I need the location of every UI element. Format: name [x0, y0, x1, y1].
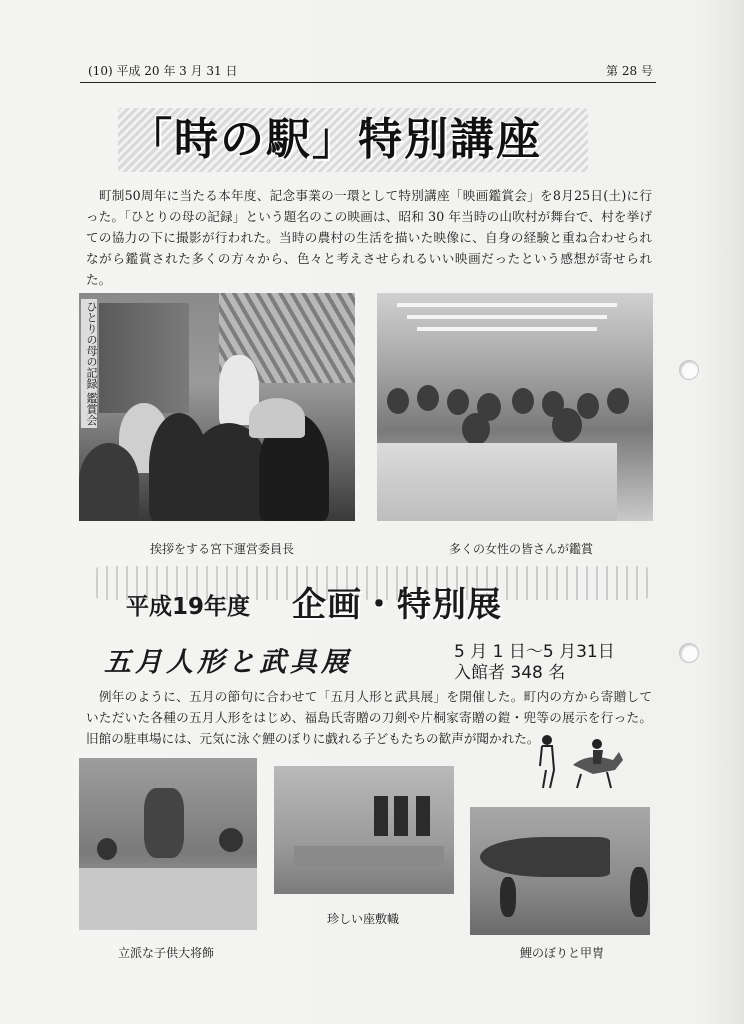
photo-audience: [377, 293, 653, 521]
exhibit-year: 平成19年度: [126, 594, 251, 620]
article-paragraph: 例年のように、五月の節句に合わせて「五月人形と武具展」を開催した。町内の方から寄贈していただいた各種の五月人形をはじめ、福島氏寄贈の刀剣や片桐家寄贈の鎧・兜等の展示を行った。旧館の駐車場には、元気に泳ぐ鯉のぼりに戯れる子どもたちの歓声が聞かれた。: [86, 689, 652, 746]
samurai-illustration-icon: [533, 730, 631, 790]
photo-caption: 挨拶をする宮下運営委員長: [150, 542, 295, 556]
photo-caption: 多くの女性の皆さんが鑑賞: [449, 542, 594, 556]
issue-date: (10) 平成 20 年 3 月 31 日: [88, 64, 238, 78]
article-paragraph: 町制50周年に当たる本年度、記念事業の一環として特別講座「映画鑑賞会」を8月25日(土)に行った。「ひとりの母の記録」という題名のこの映画は、昭和 30 年当時の山吹村が舞台で、村を挙げての協力の下に撮影が行われた。当時の農村の生活を描いた映像に、自身の経験と重ね合わせられながら鑑賞された多くの方々から、色々と考えさせられるいい映画だったという感想が寄せられた。: [86, 188, 652, 287]
photo-doll-display: [79, 758, 257, 930]
section-title: 「時の駅」特別講座: [128, 114, 542, 165]
visitor-count: 入館者 348 名: [454, 663, 566, 683]
photo-caption: 立派な子供大将飾: [118, 946, 215, 960]
punch-hole-icon: [679, 360, 699, 380]
issue-number: 第 28 号: [606, 64, 653, 78]
photo-speech: [79, 293, 355, 521]
punch-hole-icon: [679, 643, 699, 663]
event-sign: ひとりの母の記録 鑑賞会: [81, 299, 97, 428]
photo-banner-display: [274, 766, 454, 894]
header-rule: [80, 82, 656, 83]
exhibit-dates: 5 月 1 日～5 月31日: [454, 642, 615, 662]
photo-caption: 珍しい座敷幟: [327, 912, 400, 926]
exhibit-subtitle: 五月人形と武具展: [104, 647, 352, 678]
photo-koinobori: [470, 807, 650, 935]
exhibit-title: 企画・特別展: [292, 585, 502, 625]
photo-caption: 鯉のぼりと甲冑: [520, 946, 605, 960]
